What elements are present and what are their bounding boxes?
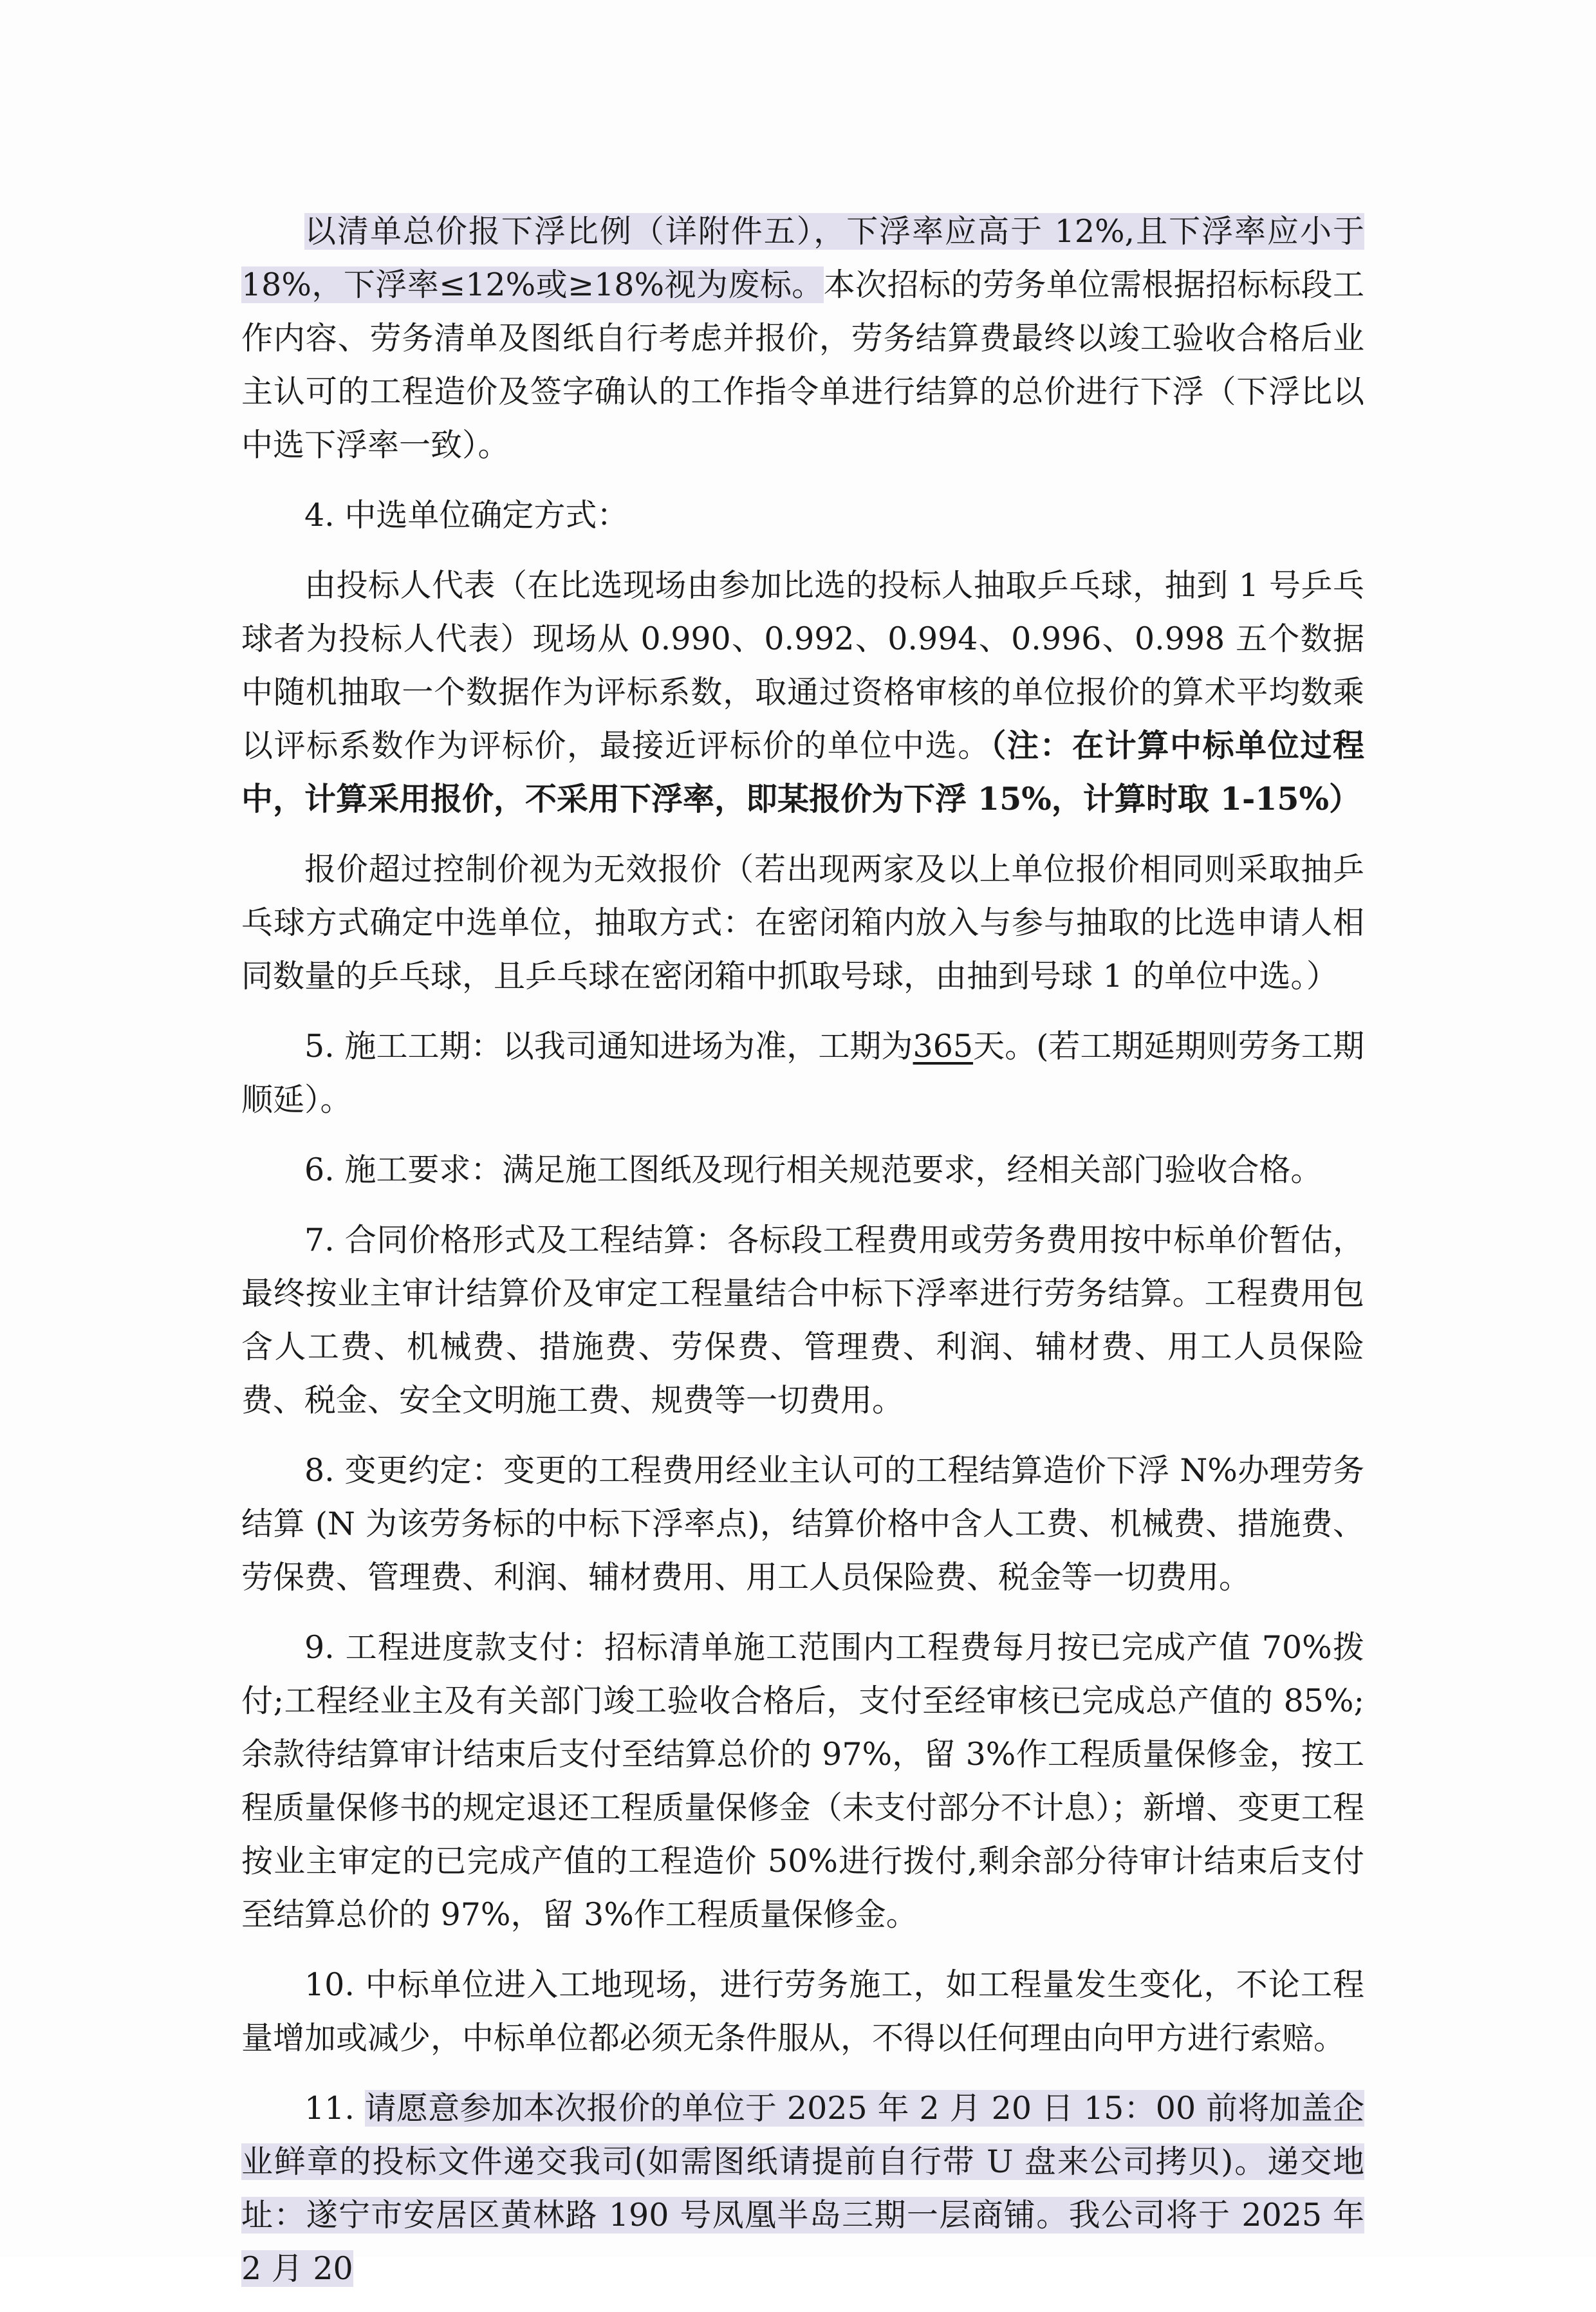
section-7-paragraph: 7. 合同价格形式及工程结算：各标段工程费用或劳务费用按中标单价暂估，最终按业主审计结算价及审定工程量结合中标下浮率进行劳务结算。工程费用包含人工费、机械费、措施费、劳保费、管理费、利润、辅材费、用工人员保险费、税金、安全文明施工费、规费等一切费用。 (241, 1222, 1364, 1419)
section-4-paragraph-2: 报价超过控制价视为无效报价（若出现两家及以上单位报价相同则采取抽乒乓球方式确定中选单位，抽取方式：在密闭箱内放入与参与抽取的比选申请人相同数量的乒乓球，且乒乓球在密闭箱中抓取号球，由抽到号球 1 的单位中选。） (241, 851, 1364, 994)
section-9-paragraph: 9. 工程进度款支付：招标清单施工范围内工程费每月按已完成产值 70%拨付;工程经业主及有关部门竣工验收合格后，支付至经审核已完成总产值的 85%;余款待结算审计结束后支付至结算总价的 97%，留 3%作工程质量保修金，按工程质量保修书的规定退还工程质量保修金（未支付部分不计息）；新增、变更工程按业主审定的已完成产值的工程造价 50%进行拨付,剩余部分待审计结束后支付至结算总价的 97%，留 3%作工程质量保修金。 (241, 1629, 1364, 1933)
highlighted-text: 请愿意参加本次报价的单位于 2025 年 2 月 20 日 15：00 前将加盖企业鲜章的投标文件递交我司(如需图纸请提前自行带 U 盘来公司拷贝)。递交地址：遂宁市安居区黄林路 190 号凤凰半岛三期一层商铺。我公司将于 2025 年 2 月 20 (241, 2090, 1364, 2287)
bold-note: （注：在计算中标单位过程中，计算采用报价，不采用下浮率，即某报价为下浮 15%，计算时取 1-15%） (241, 727, 1364, 817)
section-6-paragraph: 6. 施工要求：满足施工图纸及现行相关规范要求，经相关部门验收合格。 (304, 1151, 1322, 1188)
section-8-paragraph: 8. 变更约定：变更的工程费用经业主认可的工程结算造价下浮 N%办理劳务结算 (N 为该劳务标的中标下浮率点)，结算价格中含人工费、机械费、措施费、劳保费、管理费、利润、辅材费用、用工人员保险费、税金等一切费用。 (241, 1452, 1364, 1596)
section-number: 11. (304, 2090, 365, 2127)
paragraph-bid-discount (241, 205, 1364, 472)
document-body (241, 205, 1364, 2312)
paragraph-text: 5. 施工工期：以我司通知进场为准，工期为 (304, 1028, 913, 1065)
paragraph-text: 由投标人代表（在比选现场由参加比选的投标人抽取乒乓球，抽到 1 号乒乓球者为投标人代表）现场从 0.990、0.992、0.994、0.996、0.998 五个数据中随机抽取一个数据作为评标系数，取通过资格审核的单位报价的算术平均数乘以评标系数作为评标价，最接近评标价的单位中选。 (241, 567, 1364, 764)
paragraph-text: 天。(若工期延期则劳务工期顺延）。 (241, 1028, 1364, 1118)
section-4-title: 4. 中选单位确定方式： (304, 497, 629, 534)
paragraph-text: 本次招标的劳务单位需根据招标标段工作内容、劳务清单及图纸自行考虑并报价，劳务结算费最终以竣工验收合格后业主认可的工程造价及签字确认的工作指令单进行结算的总价进行下浮（下浮比以中选下浮率一致）。 (241, 266, 1364, 463)
section-5-paragraph (241, 1020, 1364, 1126)
section-4-paragraph-1 (241, 559, 1364, 826)
highlighted-text: 以清单总价报下浮比例（详附件五），下浮率应高于 12%,且下浮率应小于 18%，下浮率≤12%或≥18%视为废标。 (241, 213, 1364, 303)
section-11-paragraph (241, 2082, 1364, 2295)
duration-days: 365 (913, 1028, 974, 1065)
section-10-paragraph: 10. 中标单位进入工地现场，进行劳务施工，如工程量发生变化，不论工程量增加或减少，中标单位都必须无条件服从，不得以任何理由向甲方进行索赔。 (241, 1966, 1364, 2056)
